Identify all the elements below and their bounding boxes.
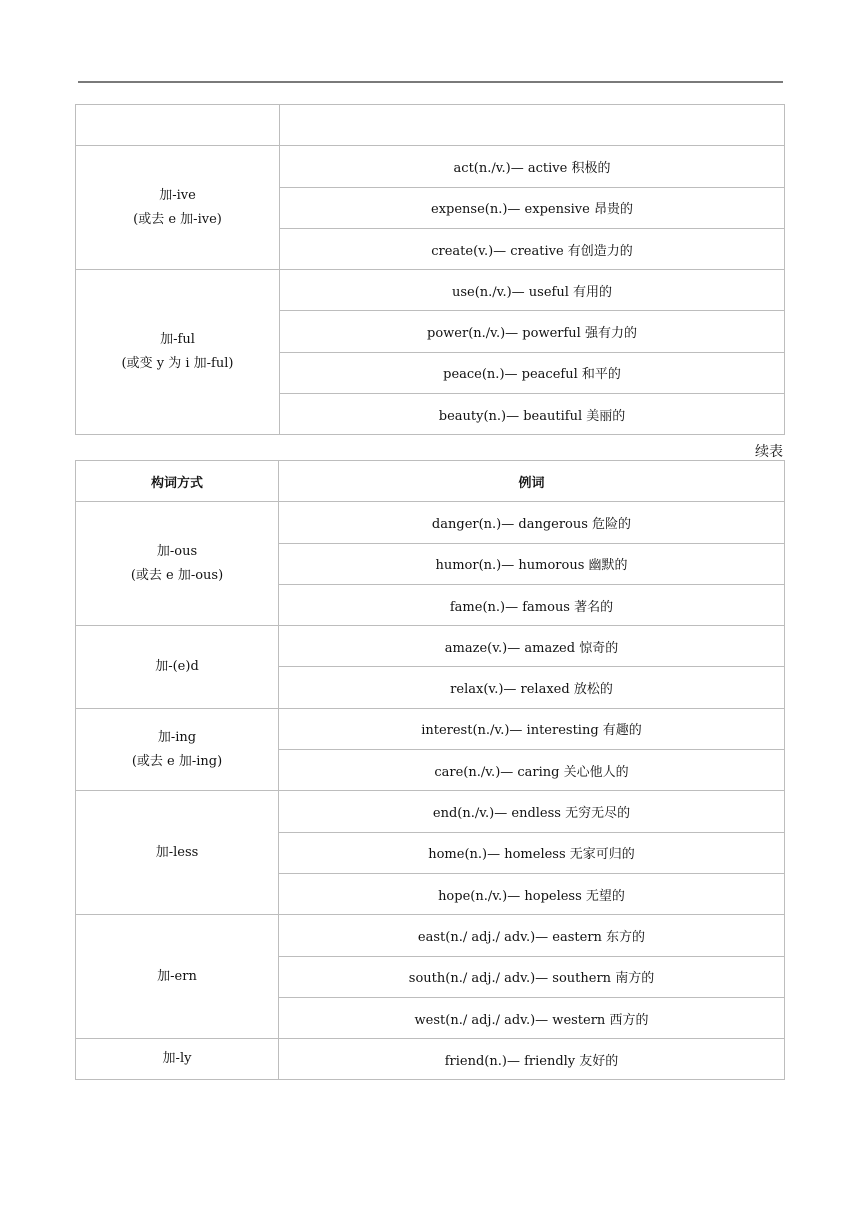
table-row (76, 146, 785, 187)
table-row (76, 626, 785, 667)
example-word: friend(n.)— friendly 友好的 (279, 1039, 785, 1080)
method-line: 加-ly (162, 1051, 192, 1067)
method-line: (或去 e 加-ous) (130, 567, 224, 583)
table-row (76, 502, 785, 543)
example-word: amaze(v.)— amazed 惊奇的 (279, 626, 785, 667)
method-line: 加-ful (160, 332, 195, 348)
example-word: interest(n./v.)— interesting 有趣的 (279, 708, 785, 749)
example-word: danger(n.)— dangerous 危险的 (279, 502, 785, 543)
method-line: 加-(e)d (155, 658, 199, 674)
method-line: 加-ing (157, 729, 197, 745)
header-examples: 例词 (279, 461, 785, 502)
method-line: 加-less (155, 844, 199, 860)
table-row (76, 915, 785, 956)
example-word: fame(n.)— famous 著名的 (279, 584, 785, 625)
method-line: 加-ern (157, 968, 197, 984)
example-word: south(n./ adj./ adv.)— southern 南方的 (279, 956, 785, 997)
example-word: end(n./v.)— endless 无穷无尽的 (279, 791, 785, 832)
table-row (76, 791, 785, 832)
formation-method (76, 708, 279, 791)
example-word: relax(v.)— relaxed 放松的 (279, 667, 785, 708)
formation-method (76, 626, 279, 709)
method-line: (或变 y 为 i 加-ful) (121, 356, 234, 372)
method-line: 加-ous (156, 543, 198, 559)
formation-method (76, 502, 279, 626)
header-row (76, 461, 785, 502)
example-word: beauty(n.)— beautiful 美丽的 (280, 394, 785, 435)
example-word: create(v.)— creative 有创造力的 (280, 228, 785, 269)
example-word: home(n.)— homeless 无家可归的 (279, 832, 785, 873)
word-formation-table (75, 104, 785, 435)
formation-method (76, 146, 280, 270)
example-word: west(n./ adj./ adv.)— western 西方的 (279, 997, 785, 1038)
example-word: use(n./v.)— useful 有用的 (280, 270, 785, 311)
header-row (76, 105, 785, 146)
header-method: 构词方式 (76, 461, 279, 502)
example-word: east(n./ adj./ adv.)— eastern 东方的 (279, 915, 785, 956)
example-word: humor(n.)— humorous 幽默的 (279, 543, 785, 584)
formation-method (76, 791, 279, 915)
header-method (76, 105, 280, 146)
example-word: peace(n.)— peaceful 和平的 (280, 352, 785, 393)
method-line: (或去 e 加-ing) (131, 753, 223, 769)
table-row (76, 270, 785, 311)
example-word: expense(n.)— expensive 昂贵的 (280, 187, 785, 228)
header-rule (78, 81, 783, 83)
formation-method (76, 1039, 279, 1080)
formation-method (76, 915, 279, 1039)
header-examples (280, 105, 785, 146)
example-word: hope(n./v.)— hopeless 无望的 (279, 873, 785, 914)
example-word: power(n./v.)— powerful 强有力的 (280, 311, 785, 352)
word-formation-table-continued (75, 460, 785, 1080)
example-word: act(n./v.)— active 积极的 (280, 146, 785, 187)
continuation-label: 续表 (755, 444, 783, 460)
formation-method (76, 270, 280, 435)
method-line: 加-ive (159, 187, 196, 203)
table-row (76, 1039, 785, 1080)
example-word: care(n./v.)— caring 关心他人的 (279, 750, 785, 791)
table-row (76, 708, 785, 749)
method-line: (或去 e 加-ive) (133, 211, 222, 227)
